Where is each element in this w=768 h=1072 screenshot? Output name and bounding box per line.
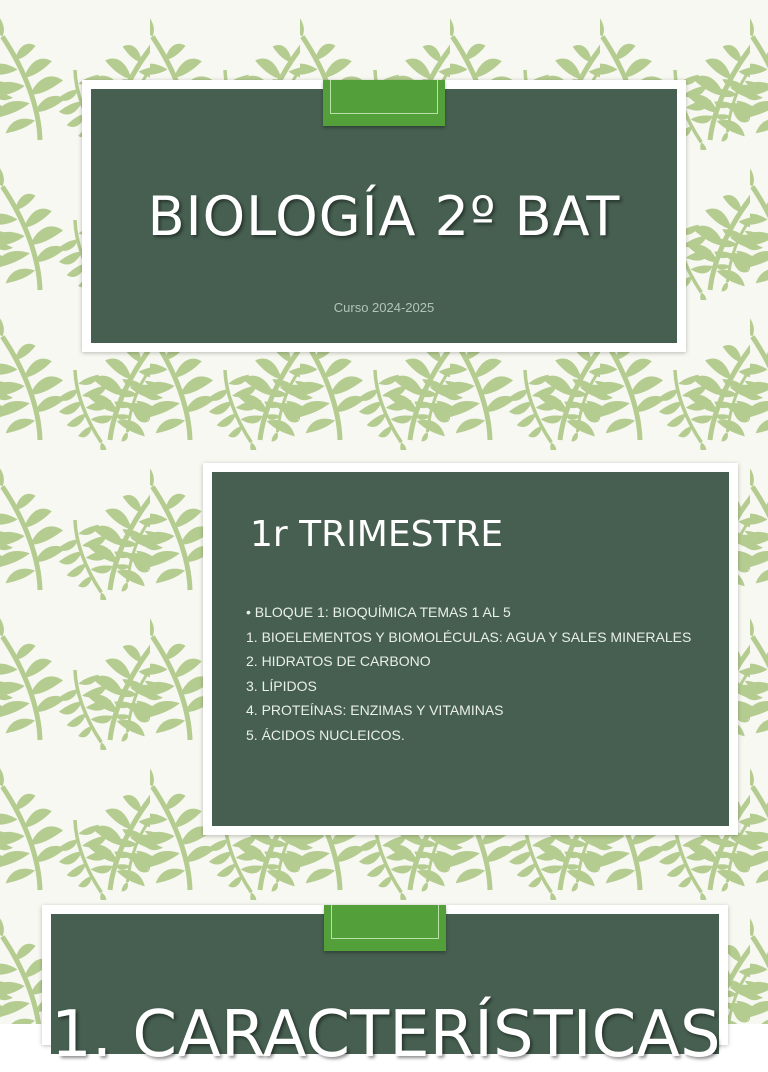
slide-title-text: 1. CARACTERÍSTICAS: [51, 998, 721, 1072]
topic-list: [246, 600, 691, 748]
slide-title: [82, 80, 686, 352]
tab-inner-line-right: [437, 80, 438, 113]
list-item: 5. ÁCIDOS NUCLEICOS.: [246, 726, 405, 743]
tab-inner-line: [330, 113, 438, 114]
tab-inner-line: [331, 938, 439, 939]
decorative-tab: [324, 905, 446, 951]
slide-heading: 1r TRIMESTRE: [250, 514, 504, 555]
list-item: 3. LÍPIDOS: [246, 677, 317, 694]
decorative-tab: [323, 80, 445, 126]
slide-panel: [212, 472, 729, 826]
list-item: 2. HIDRATOS DE CARBONO: [246, 653, 431, 670]
slide-panel: [91, 89, 677, 343]
tab-inner-line-left: [331, 905, 332, 938]
tab-inner-line-left: [330, 80, 331, 113]
slide-subtitle: Curso 2024-2025: [333, 300, 435, 315]
list-item: 4. PROTEÍNAS: ENZIMAS Y VITAMINAS: [246, 702, 504, 719]
tab-inner-line-right: [438, 905, 439, 938]
slide-characteristics: [42, 905, 728, 1072]
list-item: 1. BIOELEMENTOS Y BIOMOLÉCULAS: AGUA Y SALES MINERALES: [246, 628, 692, 645]
slide-title-text: BIOLOGÍA 2º BAT: [147, 185, 621, 248]
list-item: • BLOQUE 1: BIOQUÍMICA TEMAS 1 AL 5: [246, 604, 511, 620]
slide-trimester: [203, 463, 738, 835]
